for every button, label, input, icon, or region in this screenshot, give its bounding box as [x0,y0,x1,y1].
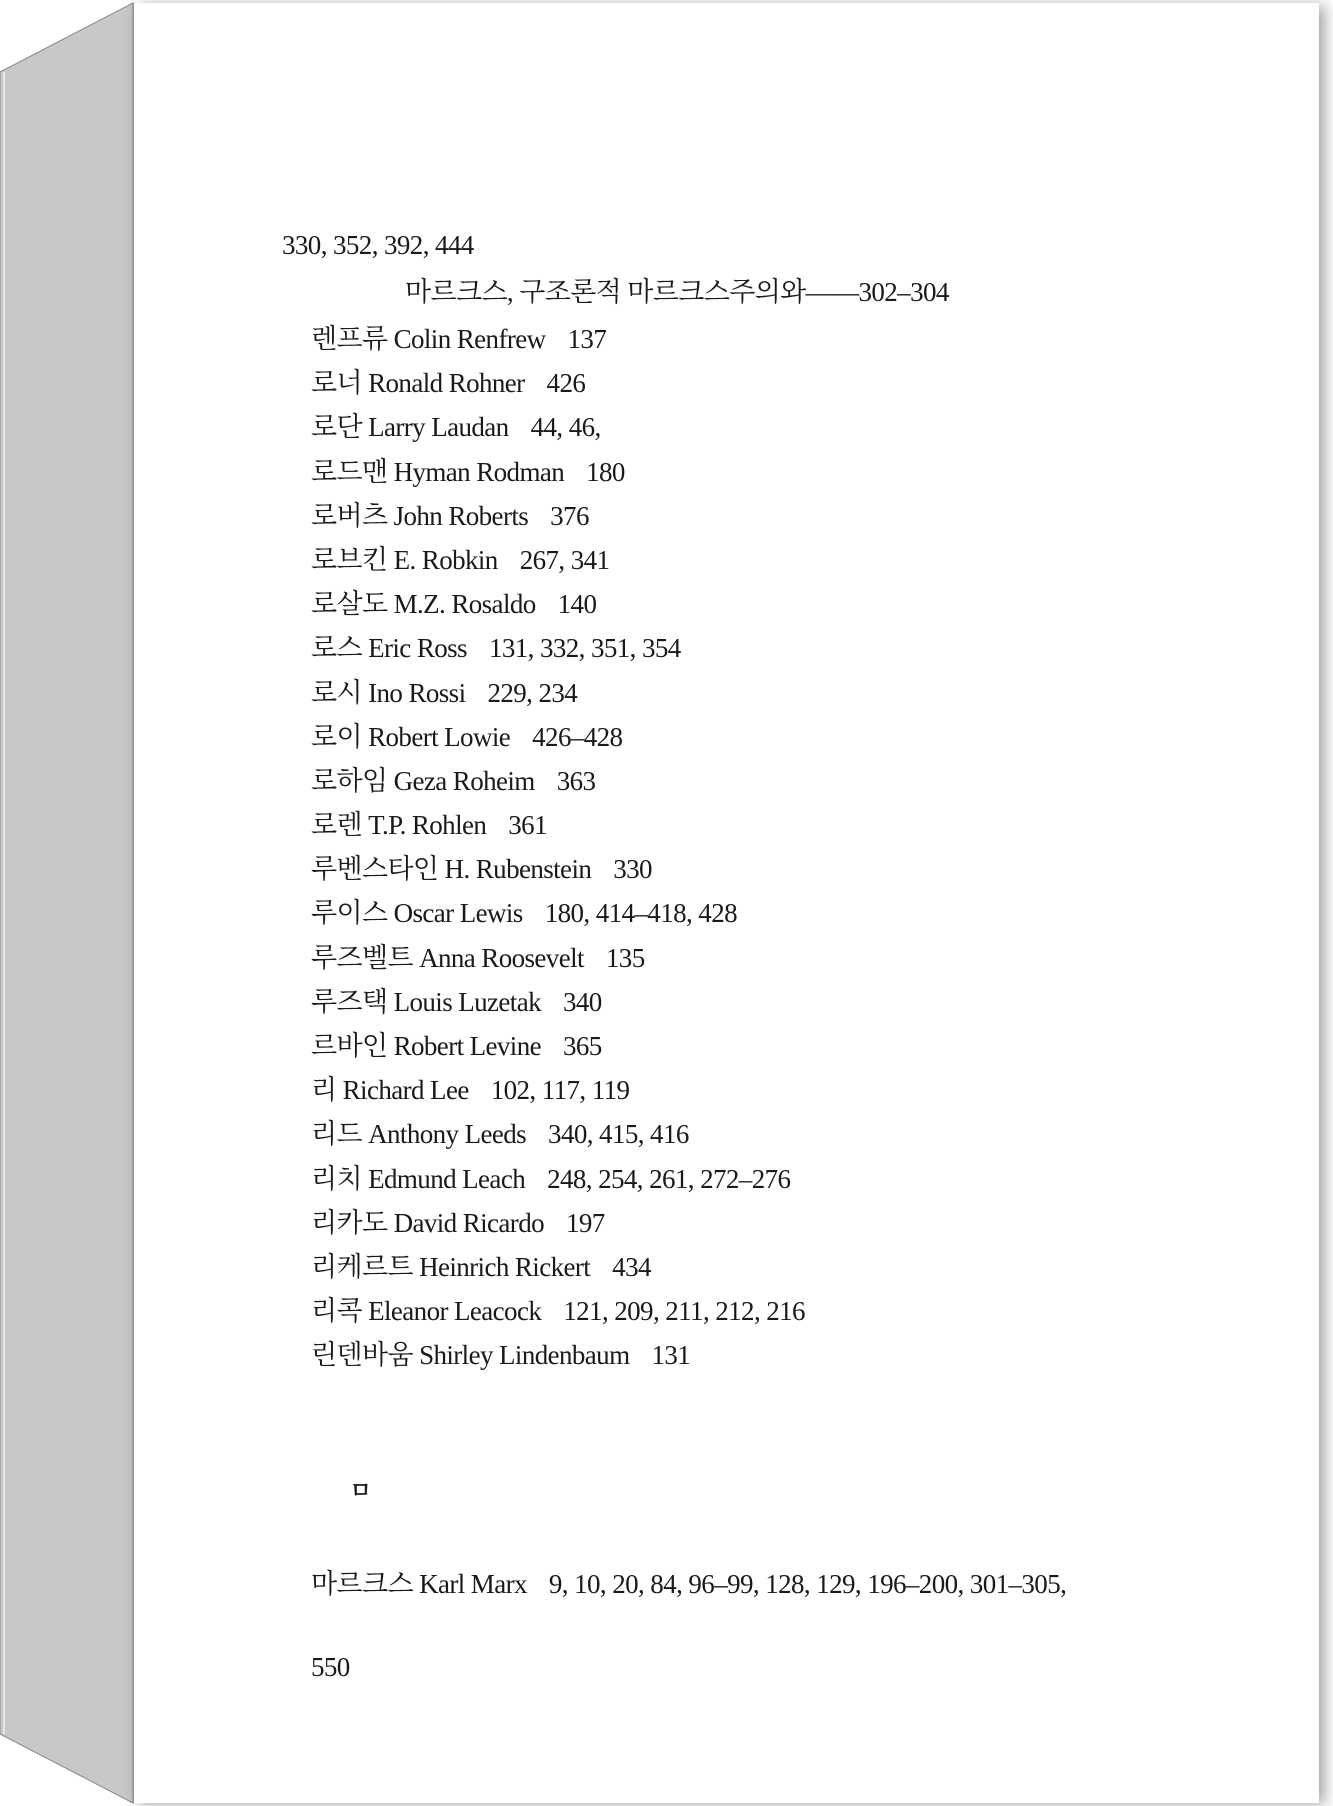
sub-entry: 마르크스, 구조론적 마르크스주의와——302–304 [405,277,949,307]
entry-pages: 365 [563,1031,602,1061]
entry-name: 로버츠 John Roberts [311,500,529,531]
entry-pages: 434 [612,1251,651,1282]
entry-name: 리케르트 Heinrich Rickert [311,1251,591,1282]
entry-name: 로하임 Geza Roheim [311,765,535,796]
entry-pages: 121, 209, 211, 212, 216 [563,1296,805,1327]
entry-pages: 44, 46, [530,412,601,443]
entry-name: 로단 Larry Laudan [311,412,509,443]
index-entry [311,1333,805,1377]
entry-name: 루즈벨트 Anna Roosevelt [311,942,584,973]
entry-name: 리 Richard Lee [311,1075,469,1106]
entry-pages: 363 [556,765,596,796]
entry-name: 렌프류 Colin Renfrew [311,324,546,354]
entry-name: 로너 Ronald Rohner [311,368,525,399]
index-entry [311,1245,805,1289]
entry-name: 마르크스 Karl Marx [311,1569,527,1599]
entry-pages: 197 [566,1207,605,1238]
index-entry [311,936,805,980]
index-entry [311,671,805,715]
entry-name: 리드 Anthony Leeds [311,1119,527,1150]
entry-name: 리카도 David Ricardo [311,1207,544,1238]
index-entry [311,582,805,626]
index-entry [311,1157,805,1201]
entry-pages: 361 [508,810,547,841]
index-entry [311,317,805,361]
index-entry [311,1024,805,1068]
entry-name: 로렌 T.P. Rohlen [311,810,487,841]
entry-name: 루벤스타인 H. Rubenstein [311,854,592,885]
index-entry [311,361,805,405]
entry-pages: 426 [546,368,586,399]
entry-name: 리콕 Eleanor Leacock [311,1296,542,1327]
index-entry [311,847,805,891]
index-entry [311,494,805,538]
index-entry [311,891,805,935]
entry-pages: 248, 254, 261, 272–276 [547,1163,791,1194]
index-entry [311,759,805,803]
entry-pages: 180 [586,456,625,487]
index-entry [311,1201,805,1245]
entry-name: 루즈택 Louis Luzetak [311,986,541,1017]
entry-name: 린덴바움 Shirley Lindenbaum [311,1340,630,1371]
index-entry [311,405,805,449]
index-entry [311,1112,805,1156]
entry-pages: 267, 341 [519,544,610,575]
page-number: 550 [311,1652,350,1682]
entry-name: 로스 Eric Ross [311,633,467,664]
entry-pages: 102, 117, 119 [490,1075,630,1106]
entry-name: 로살도 M.Z. Rosaldo [311,589,536,620]
marx-entry [311,1562,1066,1601]
entry-pages: 140 [557,589,597,620]
index-entries [311,317,805,1378]
entry-name: 리치 Edmund Leach [311,1163,526,1194]
entry-name: 로드맨 Hyman Rodman [311,456,565,487]
entry-name: 르바인 Robert Levine [311,1031,541,1061]
entry-pages: 340, 415, 416 [548,1119,689,1150]
index-entry [311,715,805,759]
index-entry [311,980,805,1024]
entry-pages: 426–428 [532,721,623,752]
entry-pages: 180, 414–418, 428 [544,898,738,929]
entry-pages: 137 [567,324,607,354]
section-letter: ㅁ [350,1478,371,1503]
entry-pages: 131 [651,1340,691,1371]
entry-pages: 340 [563,986,602,1017]
index-entry [311,626,805,670]
entry-pages: 9, 10, 20, 84, 96–99, 128, 129, 196–200, 301–305, [548,1569,1067,1599]
index-entry [311,1289,805,1333]
entry-pages: 330 [613,854,652,885]
entry-name: 루이스 Oscar Lewis [311,898,523,929]
entry-pages: 229, 234 [487,677,578,708]
index-entry [311,1068,805,1112]
entry-pages: 376 [550,500,589,531]
entry-name: 로시 Ino Rossi [311,677,466,708]
continuation-line: 330, 352, 392, 444 [282,230,474,260]
index-entry [311,803,805,847]
entry-name: 로브킨 E. Robkin [311,544,498,575]
entry-name: 로이 Robert Lowie [311,721,511,752]
entry-pages: 135 [605,942,645,973]
entry-pages: 131, 332, 351, 354 [488,633,681,664]
index-entry [311,450,805,494]
index-entry [311,538,805,582]
